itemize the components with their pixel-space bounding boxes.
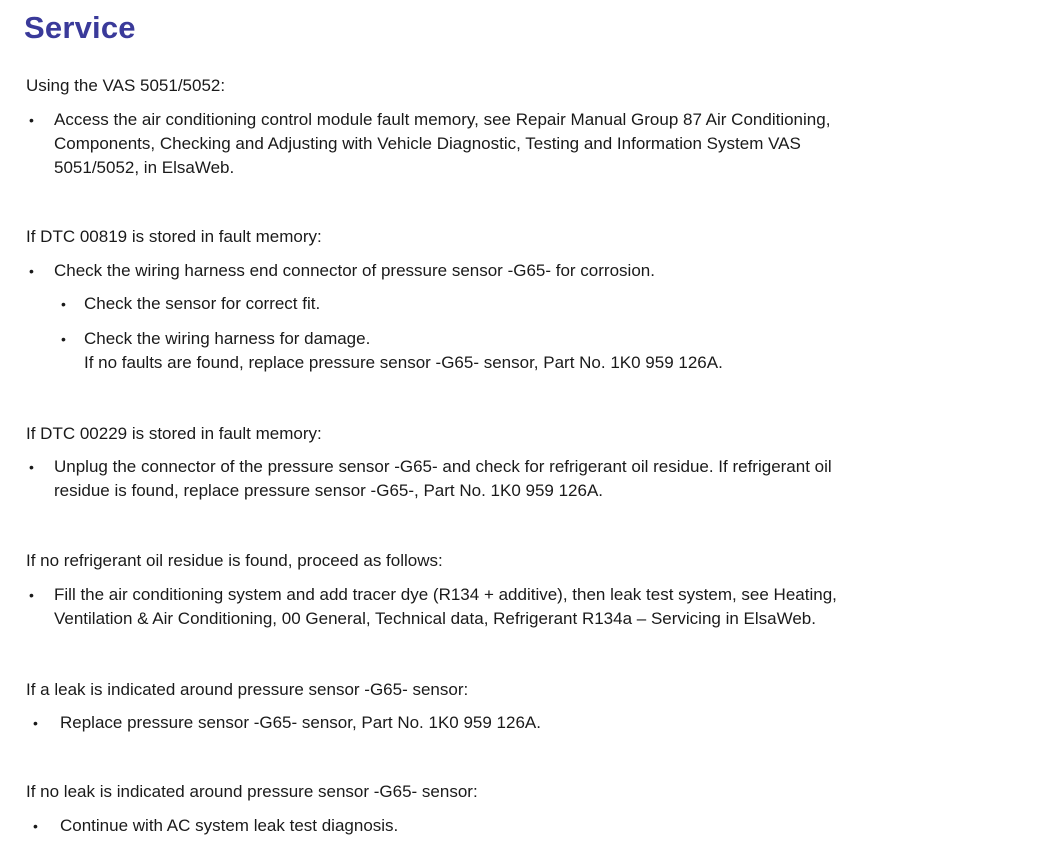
bullet-icon: •	[33, 715, 38, 731]
list-item: Replace pressure sensor -G65- sensor, Part No. 1K0 959 126A.	[60, 713, 541, 732]
list-item: Check the wiring harness end connector of pressure sensor -G65- for corrosion.	[54, 261, 655, 280]
list-item: Check the wiring harness for damage. If no faults are found, replace pressure sensor -G65- sensor, Part No. 1K0 959 126A.	[84, 329, 723, 372]
bullet-icon: •	[29, 263, 34, 279]
bullet-icon: •	[29, 587, 34, 603]
list-item: Access the air conditioning control module fault memory, see Repair Manual Group 87 Air Conditioning, Components, Checking and Adjusting with Vehicle Diagnostic, Testing and Information System VAS 5051/5052, in ElsaWeb.	[54, 110, 831, 177]
list-item: Fill the air conditioning system and add tracer dye (R134 + additive), then leak test system, see Heating, Ventilation & Air Conditioning, 00 General, Technical data, Refrigerant R134a – Servicing in ElsaWeb.	[54, 585, 837, 628]
section-intro: If DTC 00819 is stored in fault memory:	[26, 227, 322, 246]
bullet-icon: •	[29, 112, 34, 128]
section-intro: If a leak is indicated around pressure sensor -G65- sensor:	[26, 680, 469, 699]
bullet-icon: •	[61, 296, 66, 312]
section-intro: If no refrigerant oil residue is found, proceed as follows:	[26, 551, 443, 570]
bullet-icon: •	[33, 818, 38, 834]
bullet-icon: •	[29, 459, 34, 475]
list-item: Continue with AC system leak test diagnosis.	[60, 816, 399, 835]
section-intro: Using the VAS 5051/5052:	[26, 76, 226, 95]
list-item: Unplug the connector of the pressure sensor -G65- and check for refrigerant oil residue. If refrigerant oil residue is found, replace pressure sensor -G65-, Part No. 1K0 959 126A.	[54, 457, 832, 500]
page-title: Service	[24, 10, 136, 45]
section-intro: If DTC 00229 is stored in fault memory:	[26, 424, 322, 443]
list-item: Check the sensor for correct fit.	[84, 294, 321, 313]
section-intro: If no leak is indicated around pressure sensor -G65- sensor:	[26, 782, 478, 801]
bullet-icon: •	[61, 331, 66, 347]
